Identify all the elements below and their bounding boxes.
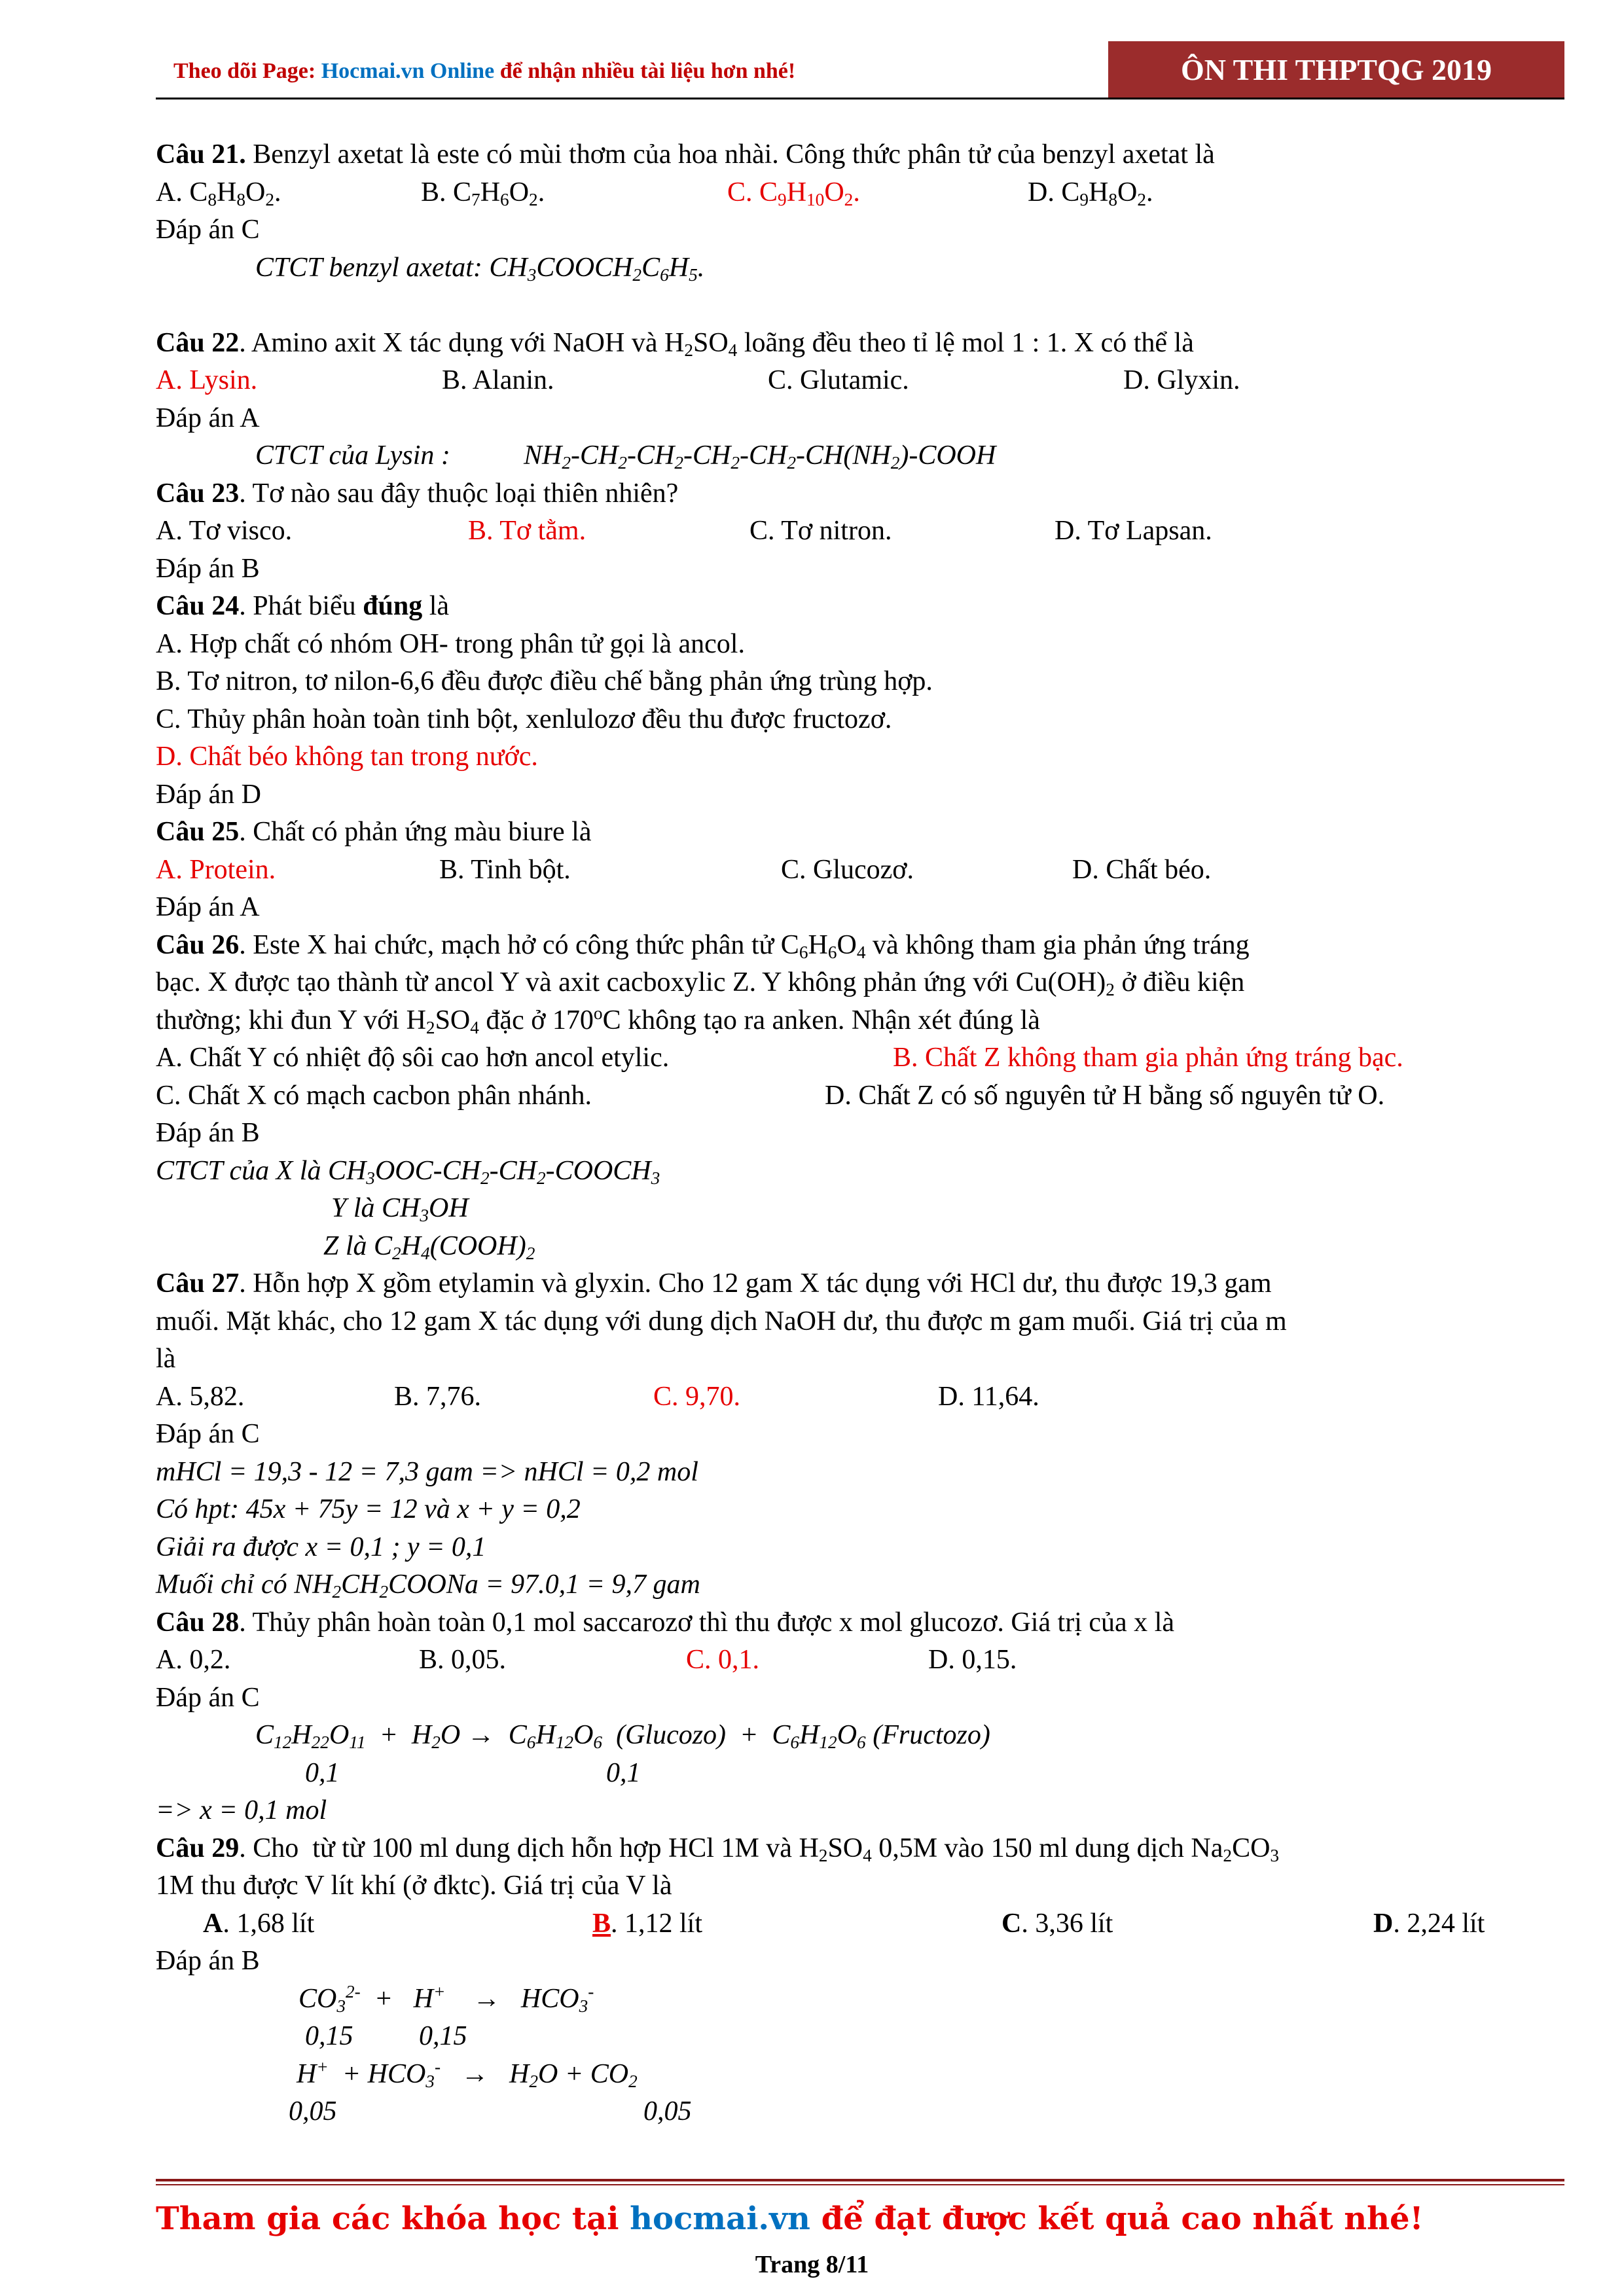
q29-eq1-value-1: 0,15 xyxy=(305,2021,353,2051)
header-promo xyxy=(173,59,795,84)
q24-number: Câu 24 xyxy=(156,591,240,621)
q27-option-a: A. 5,82. xyxy=(156,1381,245,1412)
q24-text-post: là xyxy=(422,591,450,621)
q26-options-cd xyxy=(156,1077,1564,1115)
q24-option-c: C. Thủy phân hoàn toàn tinh bột, xenlulozơ đều thu được fructozơ. xyxy=(156,704,892,734)
q22-explain-formula: $NH_2-CH_2-CH_2-CH_2-CH_2-CH(NH_2)$-COOH xyxy=(524,440,996,473)
footer-prefix: Tham gia các khóa học tại xyxy=(156,2200,630,2237)
q27-option-b: B. 7,76. xyxy=(394,1381,482,1412)
footer-divider-thin xyxy=(156,2184,1564,2185)
q29-equation-2-values xyxy=(156,2093,1564,2131)
q29-option-c: C. 3,36 lít xyxy=(1001,1908,1113,1939)
q21-answer: Đáp án C xyxy=(156,215,260,245)
q27-stem-3: là xyxy=(156,1344,176,1374)
q24-option-d: D. Chất béo không tan trong nước. xyxy=(156,742,538,772)
spacer xyxy=(156,287,1564,325)
q21-number: Câu 21. xyxy=(156,139,246,170)
q22-option-a: A. Lysin. xyxy=(156,365,258,395)
q26-explain-1: CTCT của X là $CH_3OOC-CH_2-CH_2-COOCH_3$ xyxy=(156,1155,660,1188)
q29-number: Câu 29 xyxy=(156,1833,240,1863)
q24-answer-letter: D xyxy=(241,779,261,810)
q23-text: . Tơ nào sau đây thuộc loại thiên nhiên? xyxy=(239,478,679,509)
q27-option-d: D. 11,64. xyxy=(938,1381,1039,1412)
q25-number: Câu 25 xyxy=(156,817,240,847)
q29-eq2-value-2: 0,05 xyxy=(643,2096,692,2126)
q27-text-1: . Hỗn hợp X gồm etylamin và glyxin. Cho 12 gam X tác dụng với HCl dư, thu được 19,3 gam xyxy=(239,1268,1272,1299)
q26-options-ab xyxy=(156,1039,1564,1077)
footer-brand-link[interactable]: hocmai.vn xyxy=(630,2200,810,2237)
q21-text: Benzyl axetat là este có mùi thơm của hoa nhài. Công thức phân tử của benzyl axetat là xyxy=(245,139,1215,170)
q28-equation: $C_{12}H_{22}O_{11} + H_2O \to C_6H_{12}O_6$ (Glucozo) + $C_6H_{12}O_6$ (Fructozo) xyxy=(255,1720,990,1752)
q28-number: Câu 28 xyxy=(156,1607,240,1638)
q25-options xyxy=(156,852,1564,889)
q29-stem-2: 1M thu được V lít khí (ở đktc). Giá trị của V là xyxy=(156,1871,672,1901)
q27-option-c: C. 9,70. xyxy=(653,1381,741,1412)
q28-options xyxy=(156,1641,1564,1679)
q23-answer-letter: B xyxy=(241,553,260,584)
q28-option-b: B. 0,05. xyxy=(419,1645,507,1675)
q28-option-a: A. 0,2. xyxy=(156,1645,231,1675)
q22-answer: Đáp án A xyxy=(156,403,260,433)
q27-options xyxy=(156,1378,1564,1416)
header-suffix: để nhận nhiều tài liệu hơn nhé! xyxy=(494,59,796,83)
page-number: Trang 8/11 xyxy=(755,2251,869,2278)
q27-explain-2: Có hpt: 45x + 75y = 12 và x + y = 0,2 xyxy=(156,1494,581,1524)
q25-option-c: C. Glucozơ. xyxy=(781,854,914,885)
q26-stem-3: thường; khi đun Y với $H_2SO_4$ đặc ở 170$^o$C không tạo ra anken. Nhận xét đúng là xyxy=(156,1003,1040,1037)
q23-option-b: B. Tơ tằm. xyxy=(468,516,586,546)
q28-stem xyxy=(156,1604,1564,1642)
q28-text: . Thủy phân hoàn toàn 0,1 mol saccarozơ thì thu được x mol glucozơ. Giá trị của x là xyxy=(239,1607,1174,1638)
q26-answer: Đáp án B xyxy=(156,1118,260,1148)
header-title: ÔN THI THPTQG 2019 xyxy=(1180,52,1492,86)
q26-number: Câu 26 xyxy=(156,929,240,960)
q21-explanation: CTCT benzyl axetat: $CH_3COOCH_2C_6H_5$. xyxy=(255,252,705,285)
q23-number: Câu 23 xyxy=(156,478,240,509)
header-prefix: Theo dõi Page: xyxy=(173,59,321,83)
q27-explain-4: Muối chỉ có $NH_2CH_2COONa = 97.0,1 = 9,7$ gam xyxy=(156,1570,700,1602)
q29-option-d: D. 2,24 lít xyxy=(1373,1908,1485,1939)
q23-option-d: D. Tơ Lapsan. xyxy=(1055,516,1212,546)
q23-option-a: A. Tơ visco. xyxy=(156,516,293,546)
q24-stem xyxy=(156,588,1564,626)
q23-option-c: C. Tơ nitron. xyxy=(749,516,892,546)
q29-stem-1: Câu 29. Cho từ từ 100 ml dung dịch hỗn hợp HCl 1M và $H_2SO_4$ 0,5M vào 150 ml dung dịch $Na_2CO_3$ xyxy=(156,1833,1280,1865)
q25-stem xyxy=(156,814,1564,852)
q22-explain-label: CTCT của Lysin : xyxy=(255,440,450,471)
q23-answer: Đáp án B xyxy=(156,553,260,584)
q23-options xyxy=(156,512,1564,550)
header-title-box xyxy=(1108,41,1564,98)
q22-options xyxy=(156,362,1564,400)
document-body xyxy=(156,136,1564,2131)
q25-option-a: A. Protein. xyxy=(156,854,276,885)
q28-option-d: D. 0,15. xyxy=(928,1645,1017,1675)
q24-answer: Đáp án D xyxy=(156,779,261,810)
q27-stem-2: muối. Mặt khác, cho 12 gam X tác dụng với dung dịch NaOH dư, thu được m gam muối. Giá trị của m xyxy=(156,1306,1287,1336)
q22-explanation xyxy=(156,437,1564,475)
q24-text-pre: . Phát biểu xyxy=(239,591,363,621)
footer-suffix: để đạt được kết quả cao nhất nhé! xyxy=(810,2200,1424,2237)
q28-answer-letter: C xyxy=(241,1682,260,1713)
q29-eq1-value-2: 0,15 xyxy=(419,2021,467,2051)
q21-option-d: D. $C_9H_8O_2$. xyxy=(1028,177,1153,209)
q27-answer: Đáp án C xyxy=(156,1419,260,1449)
footer-promo xyxy=(156,2200,1424,2237)
q28-equation-values xyxy=(156,1755,1564,1793)
q28-option-c: C. 0,1. xyxy=(686,1645,760,1675)
q29-eq2-value-1: 0,05 xyxy=(289,2096,337,2126)
q28-value-2: 0,1 xyxy=(606,1757,641,1788)
q27-explain-1: mHCl = 19,3 - 12 = 7,3 gam => nHCl = 0,2 mol xyxy=(156,1456,698,1487)
q24-option-b: B. Tơ nitron, tơ nilon-6,6 đều được điều chế bằng phản ứng trùng hợp. xyxy=(156,666,933,696)
q27-explain-3: Giải ra được x = 0,1 ; y = 0,1 xyxy=(156,1532,486,1562)
q29-option-b: B. 1,12 lít xyxy=(592,1908,703,1939)
q22-option-d: D. Glyxin. xyxy=(1123,365,1240,395)
q29-answer: Đáp án B xyxy=(156,1946,260,1976)
q28-value-1: 0,1 xyxy=(305,1757,340,1788)
q24-option-a: A. Hợp chất có nhóm OH- trong phân tử gọi là ancol. xyxy=(156,628,745,659)
q25-option-d: D. Chất béo. xyxy=(1072,854,1212,885)
q28-answer: Đáp án C xyxy=(156,1682,260,1713)
q25-answer: Đáp án A xyxy=(156,892,260,922)
q29-equation-1-values xyxy=(156,2018,1564,2056)
q21-options xyxy=(156,174,1564,212)
q26-answer-letter: B xyxy=(241,1118,260,1148)
q22-option-b: B. Alanin. xyxy=(442,365,554,395)
q29-option-a: A. 1,68 lít xyxy=(203,1908,315,1939)
q21-option-a: A. $C_8H_8O_2$. xyxy=(156,177,281,209)
q21-option-b: B. $C_7H_6O_2$. xyxy=(421,177,545,209)
q27-stem-1 xyxy=(156,1265,1564,1303)
q22-answer-letter: A xyxy=(240,403,260,433)
q26-option-c: C. Chất X có mạch cacbon phân nhánh. xyxy=(156,1080,592,1111)
q25-text: . Chất có phản ứng màu biure là xyxy=(239,817,592,847)
q26-option-a: A. Chất Y có nhiệt độ sôi cao hơn ancol etylic. xyxy=(156,1043,670,1073)
q23-stem xyxy=(156,475,1564,513)
q22-number: Câu 22 xyxy=(156,327,240,358)
q26-explain-3: Z là $C_2H_4(COOH)_2$ xyxy=(323,1230,535,1263)
q26-option-b: B. Chất Z không tham gia phản ứng tráng bạc. xyxy=(893,1043,1403,1073)
q29-equation-2: $H^+ + HCO_3^- \to H_2O + CO_2$ xyxy=(297,2056,638,2091)
q26-option-d: D. Chất Z có số nguyên tử H bằng số nguyên tử O. xyxy=(825,1080,1385,1111)
q26-stem-2: bạc. X được tạo thành từ ancol Y và axit cacboxylic Z. Y không phản ứng với $Cu(OH)_2$ ở điều kiện xyxy=(156,967,1245,999)
q25-answer-letter: A xyxy=(240,892,260,922)
q26-explain-2: Y là $CH_3OH$ xyxy=(331,1193,469,1225)
q22-stem: Câu 22. Amino axit X tác dụng với NaOH và $H_2SO_4$ loãng đều theo tỉ lệ mol 1 : 1. X có thể là xyxy=(156,327,1194,360)
footer-divider-thick xyxy=(156,2179,1564,2181)
q21-stem xyxy=(156,136,1564,174)
header-brand-link[interactable]: Hocmai.vn Online xyxy=(321,59,495,83)
q25-option-b: B. Tinh bột. xyxy=(439,854,571,885)
q21-option-c: C. $C_9H_{10}O_2$. xyxy=(727,177,860,209)
q29-answer-letter: B xyxy=(241,1946,260,1976)
q29-options xyxy=(156,1905,1564,1943)
q21-answer-letter: C xyxy=(241,215,260,245)
q26-stem-1: Câu 26. Este X hai chức, mạch hở có công thức phân tử $C_6H_6O_4$ và không tham gia phản ứng tráng xyxy=(156,929,1250,962)
q22-option-c: C. Glutamic. xyxy=(768,365,909,395)
q29-equation-1: $CO_3^{2-} + H^+$ → $HCO_3^-$ xyxy=(298,1981,594,2016)
header-divider xyxy=(156,98,1564,99)
q24-text-bold: đúng xyxy=(363,591,423,621)
q27-number: Câu 27 xyxy=(156,1268,240,1299)
q28-result: => x = 0,1 mol xyxy=(156,1795,327,1825)
q27-answer-letter: C xyxy=(241,1419,260,1449)
